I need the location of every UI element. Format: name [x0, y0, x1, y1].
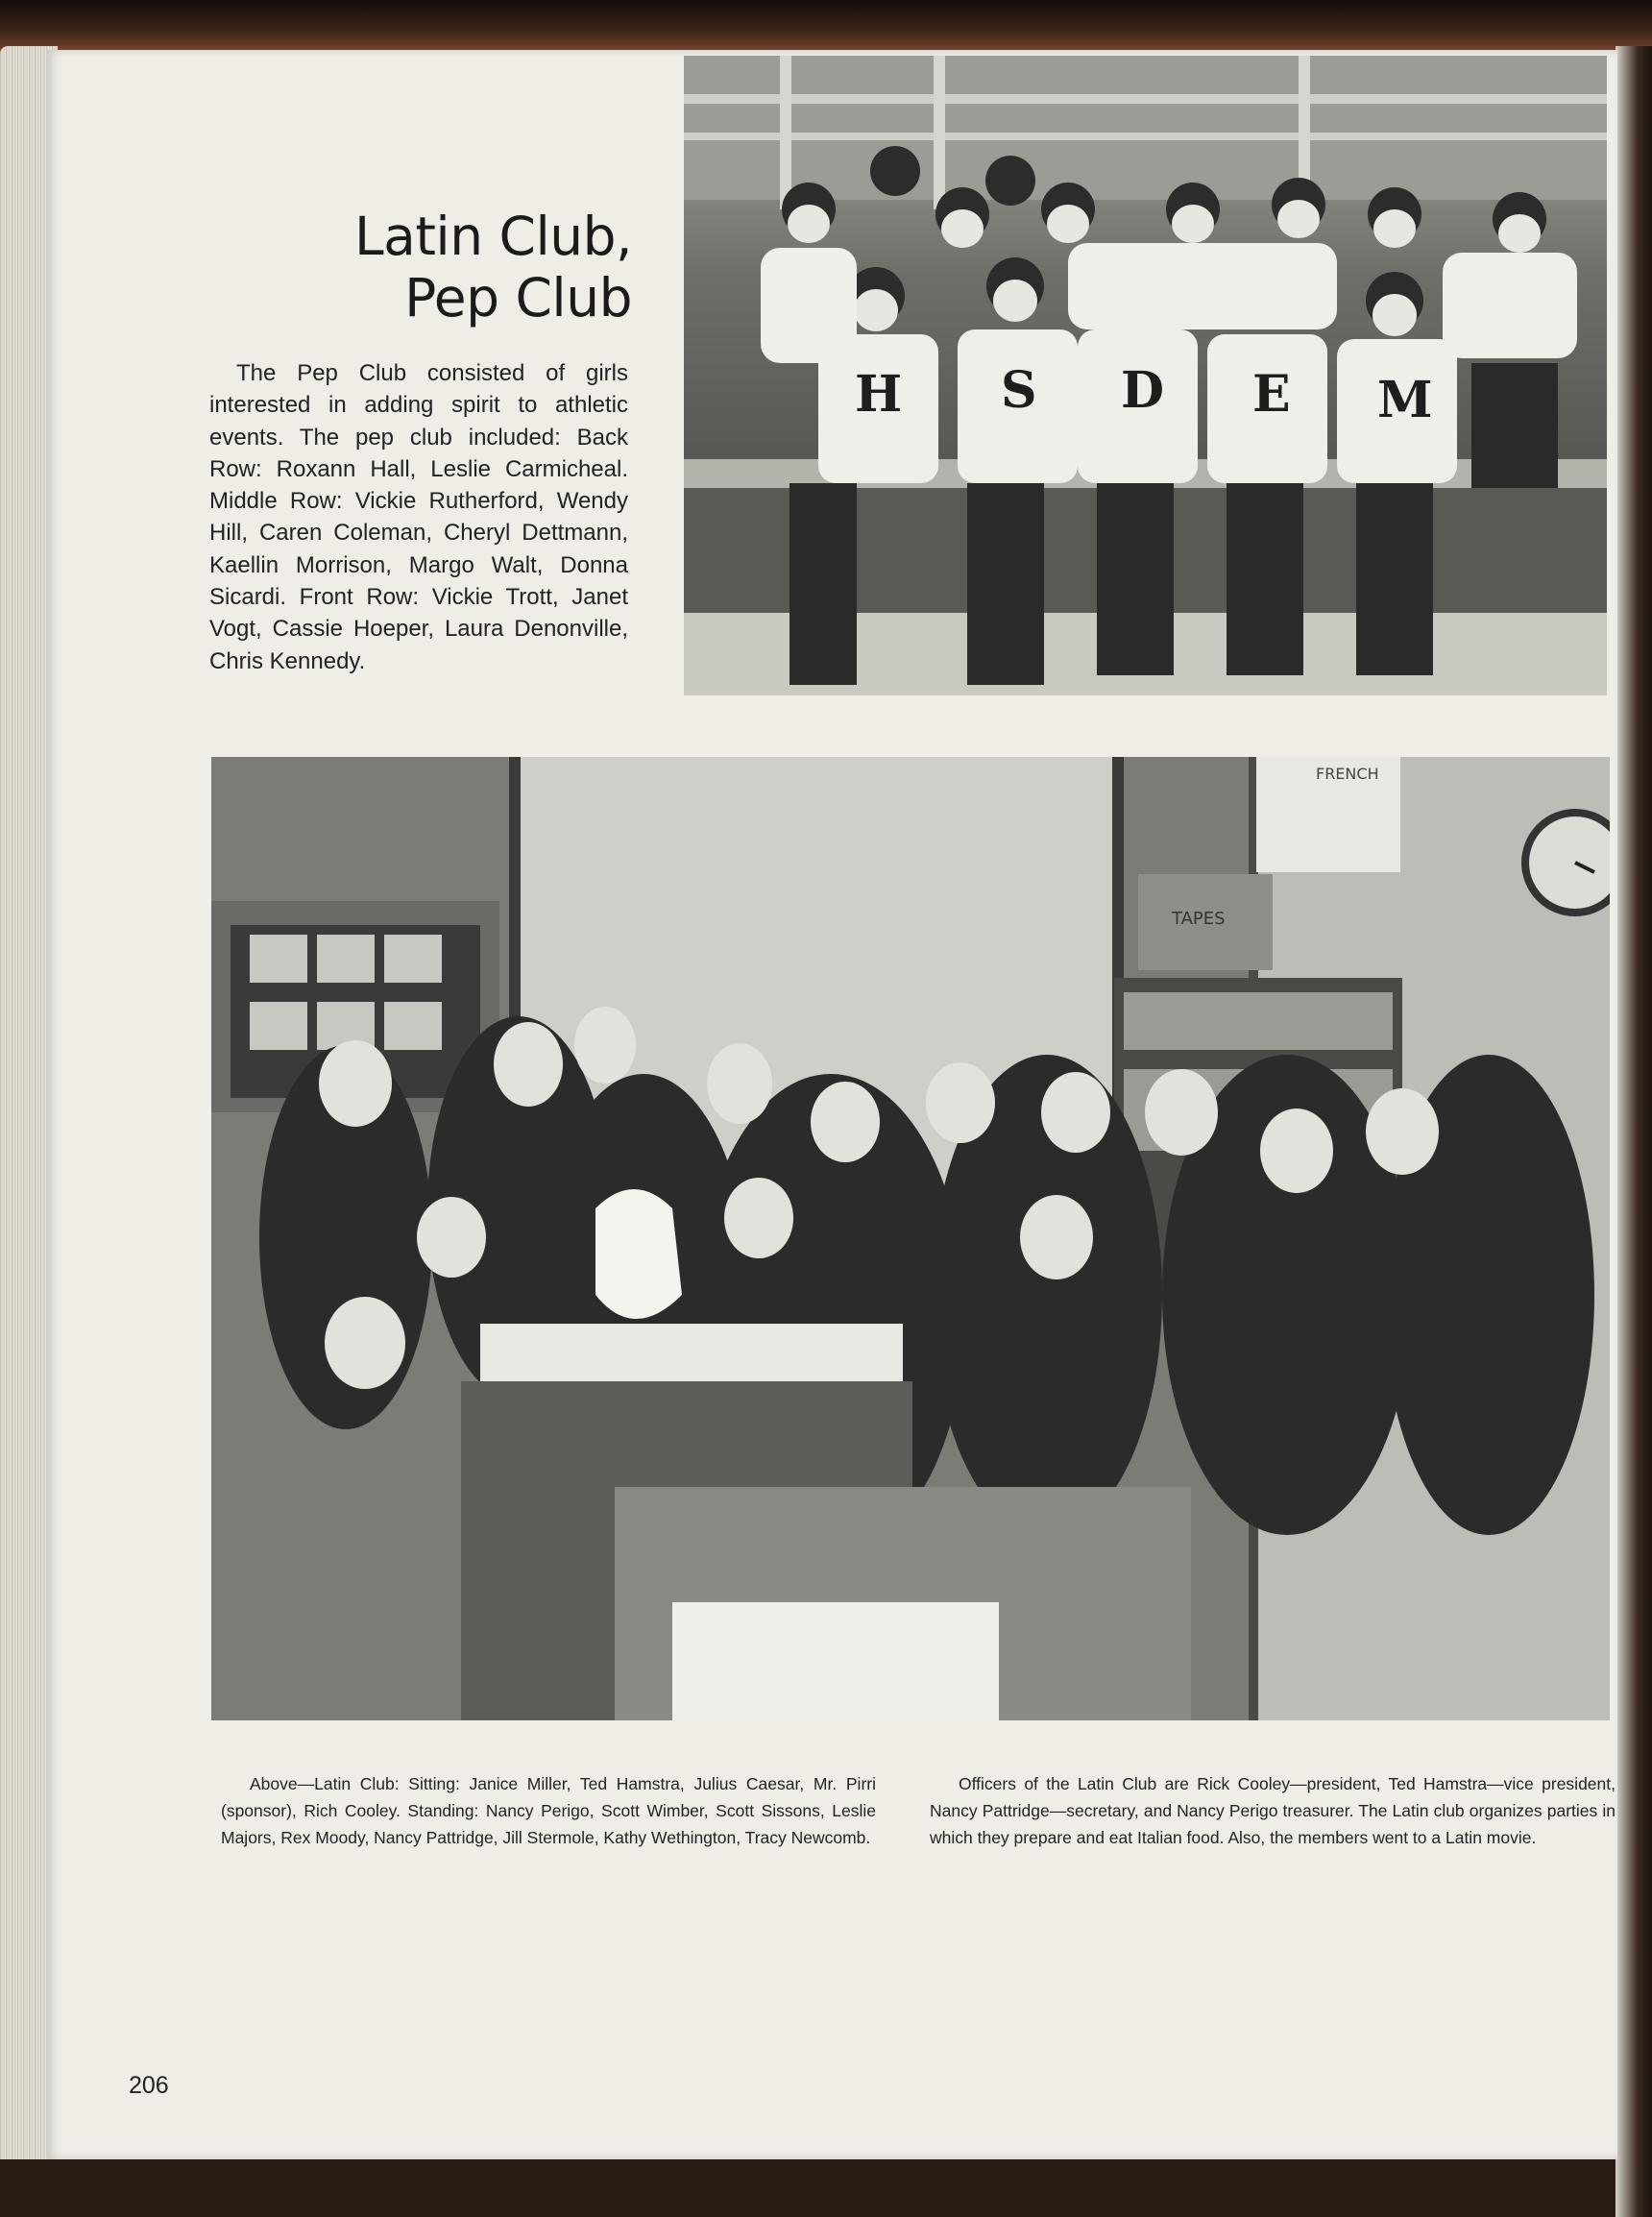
title-line-1: Latin Club,: [354, 206, 632, 267]
latin-club-caption: Above—Latin Club: Sitting: Janice Miller, Ted Hamstra, Julius Caesar, Mr. Pirri (sponsor), Rich Cooley. Standing: Nancy Perigo, Scott Wimber, Scott Sissons, Leslie Majors, Rex Moody, Nancy Pattridge, Jill Stermole, Kathy Wethington, Tracy Newcomb.: [221, 1774, 876, 1847]
sweater-letter: D: [1121, 361, 1165, 420]
page-title: [217, 206, 632, 329]
title-line-2: Pep Club: [404, 267, 632, 329]
book-binding-top: [0, 0, 1652, 56]
page-number: 206: [129, 2072, 169, 2099]
sweater-letter: H: [855, 365, 903, 424]
pep-club-description: The Pep Club consisted of girls interested in adding spirit to athletic events. The pep club included: Back Row: Roxann Hall, Leslie Carmicheal. Middle Row: Vickie Rutherford, Wendy Hill, Caren Coleman, Cheryl Dettmann, Kaellin Morrison, Margo Walt, Donna Sicardi. Front Row: Vickie Trott, Janet Vogt, Cassie Hoeper, Laura Denonville, Chris Kennedy.: [209, 360, 628, 674]
book-gutter-shadow: [1616, 46, 1652, 2217]
board-sign: FRENCH: [1316, 765, 1379, 783]
sweater-letter: M: [1377, 371, 1433, 429]
pep-club-photo: [684, 56, 1607, 695]
officers-caption: Officers of the Latin Club are Rick Cooley—president, Ted Hamstra—vice president, Nancy Pattridge—secretary, and Nancy Perigo treasurer. The Latin club organizes parties in which they prepare and eat Italian food. Also, the members went to a Latin movie.: [930, 1774, 1616, 1847]
box-label: TAPES: [1172, 909, 1226, 929]
sweater-letter: S: [1001, 361, 1037, 420]
sweater-letter: E: [1252, 365, 1291, 424]
latin-club-photo: [211, 757, 1610, 1720]
